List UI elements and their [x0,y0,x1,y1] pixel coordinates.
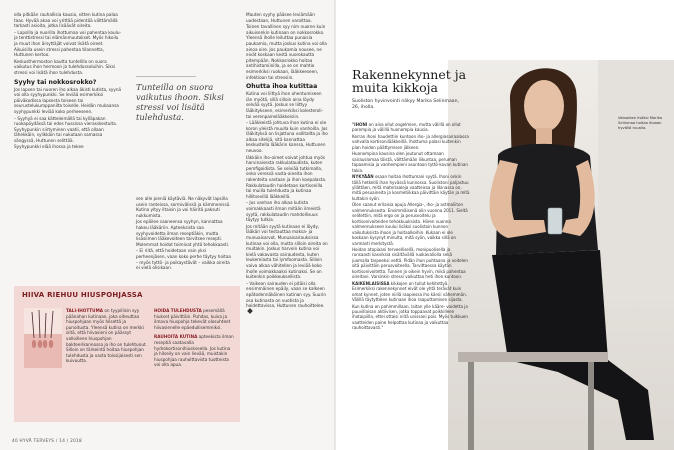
skin-diagram-icon [24,308,62,368]
article-column-2 [136,196,232,272]
paragraph: Olen saanut erilaisia apuja Allergia-, iho- ja astmaliiton valmennuksesta. Ensimmäisenä olin vuonna 2011. Sieltä selitettiin, mitä ergo on ja perusvoitelu ja kortisonivoiteiden tehokkuuksista. Hiiren vuonna valmennukseen kuului lisäksi suolistoin kunnon vaikutuksista ihoon ja hoitaalkoihin. Kukaan ei ole koskaan kysynyt minulta, mitä syön, vaikka sillä on varmasti merkitystä. [352,202,468,246]
paragraph-lead: "IHONI [352,122,368,127]
interview-column [352,122,470,332]
sidebar-lead: TALI-IHOTTUMA [66,308,103,313]
paragraph: Jos mitään syytä kutinaan ei löydy, lääkäri voi testauttaa maksa- ja munuaisarvot. Munuaisairauksissa kutinaa voi olla, mutta silloin oireita on muitakin. Joskus harvoin kutina voi kielä vakavasta sairaudesta, kuten leukemiasta tai lymfoomasta. Silloin vaiva alkaa vähitellen ja leviää koko iholle voimakkaaksi kutinaksi. Se on kuitenkin poikkeuksellista. [246,223,328,280]
paragraph: olla pitkään rauhallisia kausia, sitten kutina palaa taas. Hyvää akaa voi yrittää pidentää välttämällä tarkasti asioita, jotka lisäävät oireita. [14,12,118,29]
sidebar-column-1 [66,308,148,364]
sidebar-box [14,286,240,422]
paragraph: – Lääkkeistä johtuva ihon kutina ei ole koron yleistä muulla kuin vanhoilla. Jos lääkityksä on lisjattuna vallitallta ja iho alkaa sitelijä, sitä kannattaa keskustella lääkärin kanssa, Huttunen neuvoo. [246,120,328,154]
paragraph [246,281,328,315]
paragraph: Kutina voi liittyä ihon ohentumiseen iän myötä, sillä silloin aina löydy selvää syytä. Joskus se liittyy lääkitykseen, esimerkiksi kolesteroli- tai verenpainelääkkeisiin. [246,91,324,119]
paragraph: – Syyhyä ei saa kätteleimällä tai kylläpakan ruokapöydässä tai edes hussissa vierasskestuita. Syyhypunkin siirtyminen vaatii, että ollaan lähekkäin, sylikkäin tai nukutaan samassa sängyssä, Huttunen selittää. [14,115,118,143]
paragraph: Jos lapsen tai nuoren iho alkaa äkisti kutista, syynä voi olla syyhypunkki. Se leviää esimerkiksi päiväkodissa lapsesta toiseen tai seurustelukumppanilta toiselle. Heidän mukaansa syyhypunkki leviää koko perheeseen. [14,86,122,114]
paragraph: Hoidan atopiaani terveellisellä, monipuolisella ja runsaasti kasviksia sisältävällä ruokavaliolla sekä juomalla tarpeeksi vettä. Pidän ihon puhtaana ja voitelen sitä päivittäin perusvoiteella. Tarvittaessa käytän kortisonivoitetta. Tunnen jo oikein hyvin, mikä pahentaa oireitani. Varsinkin stressi vaikuttaa heti ihon kuntoon. [352,246,468,280]
paragraph: Huonompina kausina olen joutunut ottamaan sairauslomaa töistä, välttämään liikuntaa, peruman tapaamisia ja vanhempieni asuntoon tyttö-kovan kutinan takia. [352,151,468,173]
sidebar-text: pesemällä hiukset päivittäin. Puhdas, kuiva ja ilmava hiuspohja tekevät olosuhteet hiivasienelle epäedullisemmiksi. [154,308,231,330]
sidebar-text: apteekista ilman reseptiä saatavalla hydrokortisonihiuskseella. Jos kutina ja hilseily on vain lievää, muistakin hiuspohjaa rauhoittavista tuotteista voi olla apua. [154,334,234,368]
paragraph-text: kikkojen on tullut kehitettyä. Esimerkiksi rakennekynnet eivät ole yhtä terävät kuin omat kynnet, joten niillä raapiessa iho kärsii vähemmän. Välillä täytyttelen kutinaan ihoa raaputtamisen sijasta. [352,280,467,303]
article-column-1 [14,12,122,151]
section-heading: Syyhy tai nokkosrokko? [14,78,97,86]
paragraph: – Ei riitä, että hoidetaan vain yksi perheenjäsen, vaan koko perhe täytyy hoitaa – myös tyttö- ja poikaystävät – vaikka oireita ei vielä olisikaan. [136,248,231,271]
sidebar-lead: RAUHOITA KUTINA [154,334,198,340]
paragraph: Syyhypunkki elää ihossa ja tekee [14,144,84,150]
page-folio: 40 HYVÄ TERVEYS / 14 / 2018 [12,438,82,443]
sidebar-box-title: HIIVA RIEHUU HIUSPOHJASSA [22,291,143,299]
pull-quote-text: Tunteilla on suora vaikutus ihoon. Siksi stressi voi lisätä tulehdusta. [136,82,224,122]
paragraph: Keskusthermoston kautta tuntelilla on suora vaikutus ihon hermoon ja tulehdussoluihin. Siksi stressi voi lisätä ihon tulehdusta. [14,58,116,75]
sidebar-article-title: Rakennekynnet ja muita kikkoja [352,67,467,95]
paragraph-lead: NYKYÄÄN [352,174,374,180]
paragraph: Toinen tavallinen syy nim nuoren kuin aikuisenkin kutinaan on nokkosrokko. Yleensä iholle leiluttaa punaisia paukamia, mutta joskus kutina voi olla ainoa oire. Jos paukamia nousee, ne eivät koskaan kestä vuorokautta pitempään. Nokkosrokko hoitaa antihistamiinilla, ja se on mahtio esimerkiksi ruokaan, lääkkeeseen, infektioon tai stressiin. [246,24,327,80]
photo-caption: Vatsaiden lisäksi Marika Selinmaa hoitaa ihoaan hyvällä ruualla. [618,116,663,130]
paragraph: sen alle pieniä käytäviä. Ne näkyvät lapsilla usein ranteissa, sormivälissä ja kämmenissä. Kutina yltyy iltaisin ja voi häiritä paksuti nukkumista. [136,196,231,218]
pull-quote [136,76,226,122]
paragraph [352,281,470,303]
paragraph: Iäkkäiin iho-oireet voivat johtua myös harvinaisesta rakkulataudista, kuten pemfigoidista. Se selviää tutkimalla, onko veressä vasta-aineita ihon rakenteita vastaan ja ihon koepalasta. Rakkulataudin hoidetaan kortisonilla tai muilla tulehdusta ja kutinaa hillitsevillä lääkkeillä. [246,154,327,199]
paragraph [352,122,470,133]
sidebar-lead: HOIDA TULEHDUSTA [154,308,202,313]
sidebar-column-2 [154,308,234,368]
paragraph: Kerran ihoni haudettiin kuntoon iho- ja allergiasairaalassa vahvalla kortisonilääkkeillä. Ihottuma palasi kuitenkin pian hoidon päättymisen jälkeen. [352,133,469,150]
paragraph: – Lapsilla ja nuorilla ihottumaa voi pahentaa koulu- ja tenttistressi tai elämänmuutokset. Myös hikoilu ja muut ihon ärsyttäjät voivat lisätä oireet. Aikuisilla usein stressi pahentaa tilannetta, Huttunen kertoo. [14,29,122,58]
paragraph: Kun kutina on pahimmillaan, laitan ylle kääre- voidetta ja puuvillaisan aktiivisen, jotka toppaavat poikkilleen ihotaipiilla, ettei ottaisi niitä unissani pois. Myös tuikkuen vaatteiden paine helpottaa kutinaa ja vaikuttaa rauhoittavasti." [352,303,468,331]
end-mark-icon [247,308,253,314]
pull-quote-rule [136,76,196,77]
paragraph-text: – Vaikean sairauden ei pitäisi olla ensimmäinen epäily, vaan se kalkeen epätodennäköinen kutinan syy. Suurin osa kutinasta on vuotista ja hoidettavissa, Huttunen rauhoittelee. [246,280,326,309]
paragraph: Mauten syyhy pääsee leviämään uudestaan, Huttunen varoittaa. [246,12,315,23]
paragraph [352,174,470,201]
paragraph: – Jos vanhan iho alkaa kutista voimakkaasti ilman mitään ilmeistä syytä, rakkulataudin mahdollisuus täytyy tutkia. [246,200,321,223]
section-heading: Ohutta ihoa kutittaa [246,83,318,91]
sidebar-text: on tyypillisin syy päänahan kutinaan, joka oiheuttaa hiuspohjaan myös hilsettä ja punoitusta. Yleensä kutina on merkki siitä, että hiivasieni on päässyt valloilleen hiuspohjan bakteerikannossa ja iho on tulehtunut. Silloin on tärkeintä hoitaa hiuspohjan tulehdusta ja vasta toissijaisesti sen kuivuutta. [66,308,147,364]
left-page [0,0,336,450]
article-column-3 [246,12,328,315]
sidebar-article-lead: Suoliston hyvinvointi näkyy Marika Selinmaan, 26, iholla. [352,99,459,110]
paragraph-lead: KAIKENLAISISSA [352,280,390,286]
paragraph-text: on aina ollut ongelmien, mutta välillä on ollut parempia ja välillä huonompia kausia. [352,122,461,133]
paragraph-text: osaan hoitaa ihottumani syytä. Ihoni onkin tällä hetkellä ihan hyvässä kunnossa. Suolistoni paljastuu yllättäen, mitä materiaaleja vaatteissa ja likinassa on, mitä pesuaineita ja kosmetiikkaa päivittäin käytän ja mitä kultakin syön. [352,174,470,201]
paragraph: Jos epäilee saaneensa syyhyn, kannattaa hakeu lääkäriin. Apteeksista saa syyhyvoidetta ilman reseptiäkin, mutta lisäsiimen lääkevoiteen tarvitsee resepti. Molemmat hoidot toimivat yhtä tehokkaasti. [136,219,230,247]
